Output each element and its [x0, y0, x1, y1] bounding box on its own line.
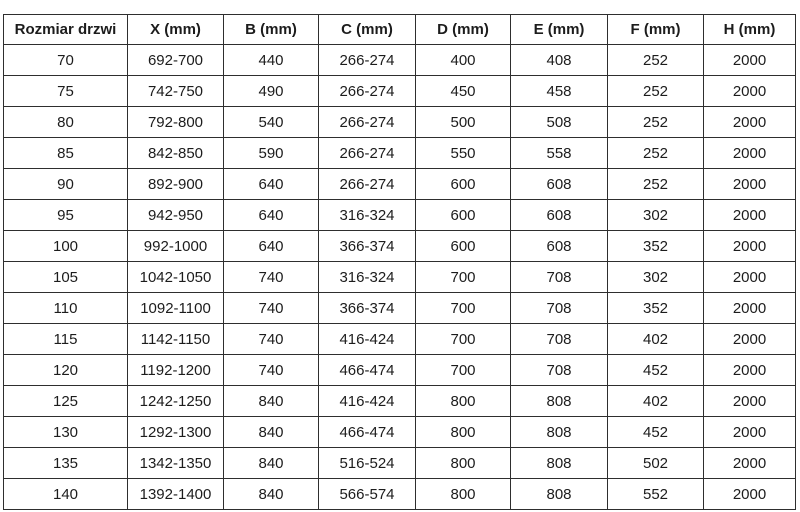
table-cell: 566-574	[319, 479, 416, 510]
table-cell: 558	[511, 138, 608, 169]
table-cell: 1342-1350	[128, 448, 224, 479]
column-header: Rozmiar drzwi	[4, 15, 128, 45]
table-cell: 1192-1200	[128, 355, 224, 386]
table-cell: 366-374	[319, 293, 416, 324]
table-cell: 416-424	[319, 324, 416, 355]
table-cell: 740	[224, 355, 319, 386]
column-header: H (mm)	[704, 15, 796, 45]
table-cell: 400	[416, 45, 511, 76]
table-row	[4, 417, 796, 448]
column-header: F (mm)	[608, 15, 704, 45]
table-cell: 2000	[704, 138, 796, 169]
table-cell: 2000	[704, 448, 796, 479]
table-cell: 402	[608, 386, 704, 417]
table-cell: 2000	[704, 76, 796, 107]
table-cell: 2000	[704, 107, 796, 138]
table-cell: 840	[224, 448, 319, 479]
table-cell: 808	[511, 386, 608, 417]
table-cell: 458	[511, 76, 608, 107]
table-cell: 800	[416, 417, 511, 448]
table-cell: 1092-1100	[128, 293, 224, 324]
column-header: D (mm)	[416, 15, 511, 45]
table-cell: 2000	[704, 169, 796, 200]
table-cell: 85	[4, 138, 128, 169]
table-cell: 808	[511, 479, 608, 510]
table-cell: 2000	[704, 262, 796, 293]
table-cell: 2000	[704, 355, 796, 386]
table-cell: 2000	[704, 200, 796, 231]
table-cell: 700	[416, 355, 511, 386]
table-row	[4, 386, 796, 417]
table-cell: 2000	[704, 386, 796, 417]
table-cell: 452	[608, 355, 704, 386]
table-cell: 125	[4, 386, 128, 417]
table-cell: 266-274	[319, 138, 416, 169]
table-row	[4, 448, 796, 479]
table-cell: 600	[416, 231, 511, 262]
table-cell: 490	[224, 76, 319, 107]
table-row	[4, 45, 796, 76]
table-cell: 608	[511, 231, 608, 262]
table-row	[4, 169, 796, 200]
table-cell: 708	[511, 293, 608, 324]
table-cell: 266-274	[319, 169, 416, 200]
table-cell: 800	[416, 479, 511, 510]
table-cell: 700	[416, 324, 511, 355]
table-cell: 2000	[704, 417, 796, 448]
table-cell: 640	[224, 231, 319, 262]
table-cell: 740	[224, 293, 319, 324]
table-row	[4, 107, 796, 138]
table-cell: 1292-1300	[128, 417, 224, 448]
table-cell: 302	[608, 262, 704, 293]
table-cell: 252	[608, 107, 704, 138]
table-cell: 1142-1150	[128, 324, 224, 355]
table-cell: 95	[4, 200, 128, 231]
table-row	[4, 324, 796, 355]
table-row	[4, 76, 796, 107]
table-cell: 708	[511, 262, 608, 293]
table-cell: 1242-1250	[128, 386, 224, 417]
table-cell: 700	[416, 262, 511, 293]
table-cell: 70	[4, 45, 128, 76]
table-row	[4, 262, 796, 293]
table-cell: 90	[4, 169, 128, 200]
table-row	[4, 231, 796, 262]
table-cell: 450	[416, 76, 511, 107]
table-cell: 600	[416, 169, 511, 200]
table-cell: 516-524	[319, 448, 416, 479]
column-header: B (mm)	[224, 15, 319, 45]
table-cell: 266-274	[319, 45, 416, 76]
table-cell: 252	[608, 138, 704, 169]
table-cell: 740	[224, 324, 319, 355]
table-cell: 408	[511, 45, 608, 76]
table-cell: 692-700	[128, 45, 224, 76]
table-cell: 840	[224, 417, 319, 448]
table-cell: 708	[511, 355, 608, 386]
column-header: C (mm)	[319, 15, 416, 45]
table-cell: 608	[511, 200, 608, 231]
table-cell: 266-274	[319, 76, 416, 107]
table-cell: 840	[224, 479, 319, 510]
table-cell: 508	[511, 107, 608, 138]
table-cell: 640	[224, 200, 319, 231]
table-header	[4, 15, 796, 45]
table-cell: 140	[4, 479, 128, 510]
table-row	[4, 138, 796, 169]
table-row	[4, 479, 796, 510]
column-header: E (mm)	[511, 15, 608, 45]
table-cell: 550	[416, 138, 511, 169]
table-cell: 466-474	[319, 417, 416, 448]
table-cell: 466-474	[319, 355, 416, 386]
table-cell: 792-800	[128, 107, 224, 138]
table-cell: 316-324	[319, 200, 416, 231]
table-cell: 808	[511, 448, 608, 479]
table-header-row	[4, 15, 796, 45]
table-cell: 1042-1050	[128, 262, 224, 293]
table-cell: 352	[608, 293, 704, 324]
table-cell: 708	[511, 324, 608, 355]
table-cell: 2000	[704, 45, 796, 76]
table-cell: 502	[608, 448, 704, 479]
table-cell: 640	[224, 169, 319, 200]
table-cell: 800	[416, 448, 511, 479]
table-cell: 2000	[704, 479, 796, 510]
table-cell: 252	[608, 169, 704, 200]
table-cell: 2000	[704, 324, 796, 355]
table-cell: 808	[511, 417, 608, 448]
table-cell: 540	[224, 107, 319, 138]
table-cell: 2000	[704, 231, 796, 262]
table-body	[4, 45, 796, 510]
table-cell: 130	[4, 417, 128, 448]
table-cell: 366-374	[319, 231, 416, 262]
table-cell: 992-1000	[128, 231, 224, 262]
table-cell: 700	[416, 293, 511, 324]
table-cell: 110	[4, 293, 128, 324]
table-cell: 416-424	[319, 386, 416, 417]
table-cell: 452	[608, 417, 704, 448]
table-row	[4, 355, 796, 386]
table-cell: 2000	[704, 293, 796, 324]
table-row	[4, 293, 796, 324]
table-cell: 440	[224, 45, 319, 76]
table-cell: 266-274	[319, 107, 416, 138]
table-cell: 302	[608, 200, 704, 231]
table-cell: 842-850	[128, 138, 224, 169]
table-cell: 600	[416, 200, 511, 231]
table-cell: 80	[4, 107, 128, 138]
table-cell: 1392-1400	[128, 479, 224, 510]
table-cell: 800	[416, 386, 511, 417]
table-cell: 590	[224, 138, 319, 169]
table-row	[4, 200, 796, 231]
table-cell: 500	[416, 107, 511, 138]
column-header: X (mm)	[128, 15, 224, 45]
table-cell: 75	[4, 76, 128, 107]
table-cell: 740	[224, 262, 319, 293]
table-cell: 402	[608, 324, 704, 355]
table-cell: 120	[4, 355, 128, 386]
table-cell: 115	[4, 324, 128, 355]
door-size-table	[3, 14, 796, 510]
table-cell: 742-750	[128, 76, 224, 107]
table-cell: 942-950	[128, 200, 224, 231]
table-cell: 316-324	[319, 262, 416, 293]
table-cell: 105	[4, 262, 128, 293]
table-cell: 608	[511, 169, 608, 200]
table-cell: 252	[608, 76, 704, 107]
table-cell: 840	[224, 386, 319, 417]
table-cell: 252	[608, 45, 704, 76]
table-cell: 352	[608, 231, 704, 262]
table-cell: 100	[4, 231, 128, 262]
table-cell: 892-900	[128, 169, 224, 200]
table-cell: 552	[608, 479, 704, 510]
table-cell: 135	[4, 448, 128, 479]
